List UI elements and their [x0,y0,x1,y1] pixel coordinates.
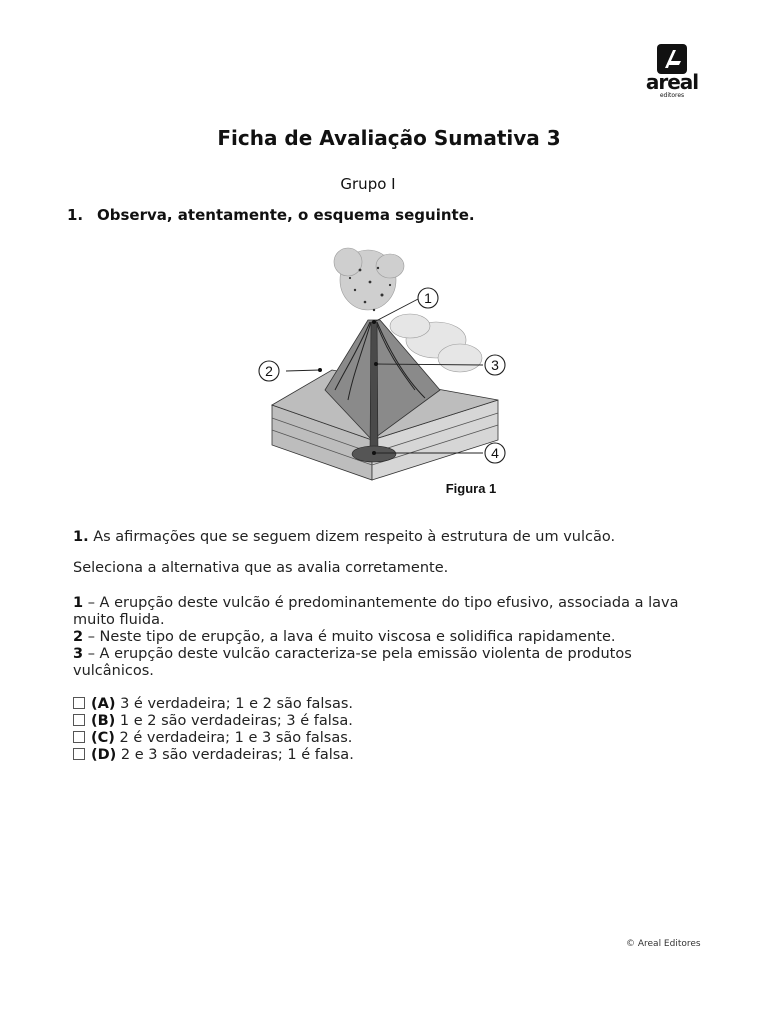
option-letter: (B) [91,713,116,729]
option-text: 3 é verdadeira; 1 e 2 são falsas. [115,696,353,712]
option-a-checkbox[interactable] [73,697,85,709]
item-statement [73,529,693,546]
option-letter: (C) [91,730,115,746]
item-text: As afirmações que se seguem dizem respeito à estrutura de um vulcão. [93,529,616,545]
figure-label-4: 4 [491,445,499,461]
figure-label-1: 1 [424,290,432,306]
copyright-footer: © Areal Editores [626,939,701,949]
option-text: 1 e 2 são verdadeiras; 3 é falsa. [115,713,353,729]
statement-text: – A erupção deste vulcão caracteriza-se pela emissão violenta de produtos vulcânicos. [73,646,632,679]
statement-1 [73,595,693,629]
option-d[interactable] [73,747,693,764]
question-number: 1. [67,206,84,224]
option-d-checkbox[interactable] [73,748,85,760]
publisher-logo [640,42,704,100]
statement-2 [73,629,693,646]
statement-number: 3 [73,646,84,662]
statement-number: 1 [73,595,84,611]
answer-options [73,696,693,764]
question-heading [67,206,475,224]
volcano-figure [250,240,520,510]
question-text: Observa, atentamente, o esquema seguinte. [97,206,475,224]
figure-label-2: 2 [265,363,273,379]
option-b[interactable] [73,713,693,730]
item-number: 1. [73,529,89,545]
option-b-checkbox[interactable] [73,714,85,726]
logo-subtitle: editores [659,92,685,99]
page-title: Ficha de Avaliação Sumativa 3 [217,126,561,150]
option-text: 2 e 3 são verdadeiras; 1 é falsa. [116,747,354,763]
option-c[interactable] [73,730,693,747]
option-a[interactable] [73,696,693,713]
figure-caption: Figura 1 [445,481,497,496]
option-letter: (A) [91,696,116,712]
volcano-diagram [250,240,520,510]
statement-text: – A erupção deste vulcão é predominantemente do tipo efusivo, associada a lava muito fluida. [73,595,679,628]
statement-number: 2 [73,629,84,645]
group-heading: Grupo I [340,175,396,193]
option-letter: (D) [91,747,117,763]
item-instruction: Seleciona a alternativa que as avalia corretamente. [73,560,449,576]
option-c-checkbox[interactable] [73,731,85,743]
statement-text: – Neste tipo de erupção, a lava é muito viscosa e solidifica rapidamente. [83,629,616,645]
option-text: 2 é verdadeira; 1 e 3 são falsas. [114,730,353,746]
logo-wordmark: areal [645,70,699,94]
statement-3 [73,646,693,680]
statements-list [73,595,693,680]
figure-label-3: 3 [491,357,499,373]
